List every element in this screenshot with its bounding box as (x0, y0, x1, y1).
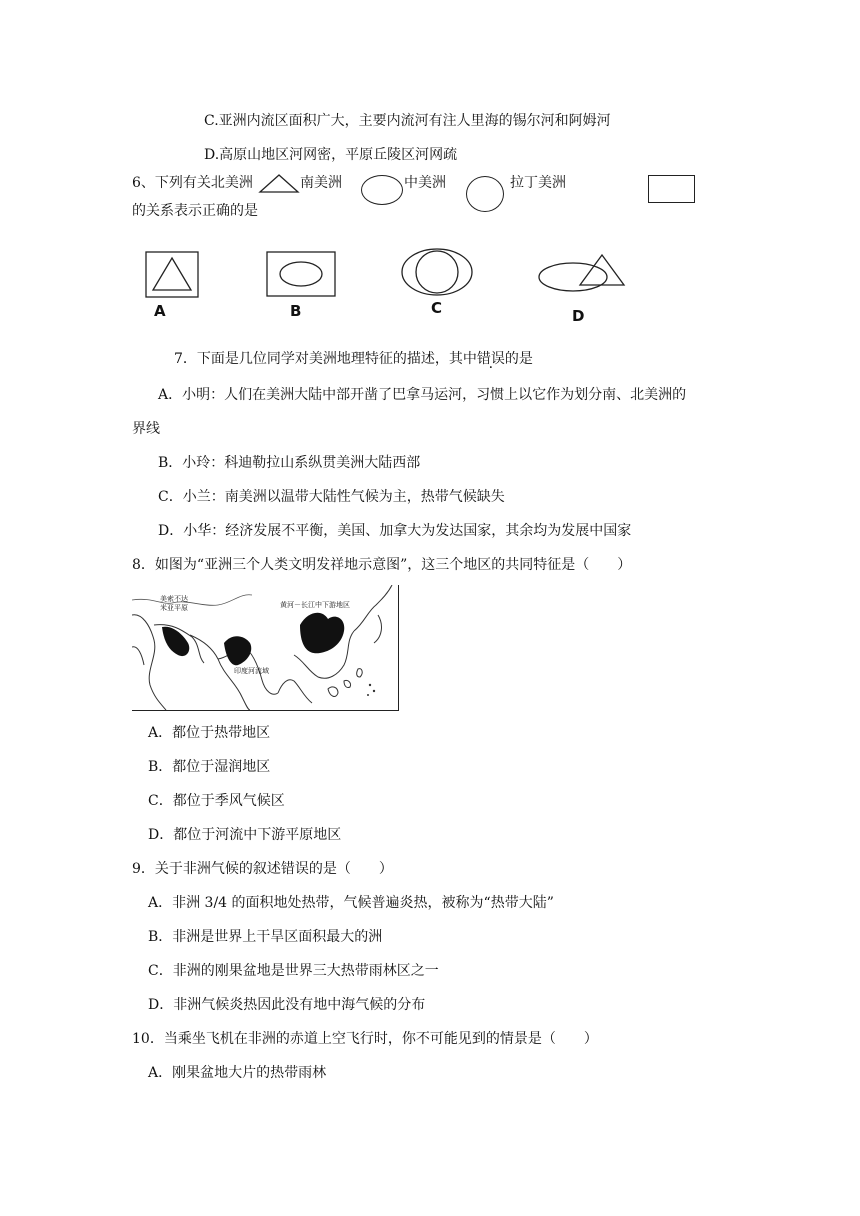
option-b-label: B (290, 302, 302, 320)
q9-option-b: B．非洲是世界上干旱区面积最大的洲 (148, 929, 383, 945)
option-d-label: D (572, 307, 585, 325)
q7-option-d: D．小华：经济发展不平衡，美国、加拿大为发达国家，其余均为发展中国家 (158, 523, 632, 539)
emphasis-word: 错误 (476, 351, 505, 367)
ellipse-south-america-icon (361, 175, 403, 205)
asia-civilizations-map (132, 585, 399, 711)
option-a-diagram (146, 252, 198, 297)
q6-stem-suffix: 的关系表示正确的是 (132, 203, 258, 219)
triangle-north-america-icon (258, 173, 300, 193)
q8-option-a: A．都位于热带地区 (148, 725, 271, 741)
rectangle-latin-america-icon (648, 175, 695, 203)
q8-option-d: D．都位于河流中下游平原地区 (148, 827, 342, 843)
q5-option-d: D.高原山地区河网密，平原丘陵区河网疏 (204, 147, 458, 163)
option-c-label: C (431, 299, 443, 317)
option-d-diagram (539, 255, 624, 291)
map-label-mesopotamia-1: 美索不达 (160, 595, 188, 603)
q8-option-c: C．都位于季风气候区 (148, 793, 285, 809)
option-b-diagram (267, 252, 335, 296)
q10-option-a: A．刚果盆地大片的热带雨林 (148, 1065, 327, 1081)
q5-option-c: C.亚洲内流区面积广大，主要内流河有注人里海的锡尔河和阿姆河 (204, 113, 611, 129)
q9-option-a: A．非洲 3/4 的面积地处热带，气候普遍炎热，被称为“热带大陆” (148, 895, 554, 911)
q9-option-c: C．非洲的刚果盆地是世界三大热带雨林区之一 (148, 963, 439, 979)
q10-stem: 10．当乘坐飞机在非洲的赤道上空飞行时，你不可能见到的情景是（ ） (132, 1031, 598, 1047)
q9-stem: 9．关于非洲气候的叙述错误的是（ ） (132, 861, 393, 877)
map-label-mesopotamia-2: 米亚平原 (160, 604, 188, 612)
q8-option-b: B．都位于湿润地区 (148, 759, 271, 775)
q6-stem-prefix: 6、下列有关北美洲 (132, 175, 253, 191)
circle-central-america-icon (466, 176, 504, 212)
q6-central-america-label: 中美洲 (404, 175, 446, 191)
option-a-label: A (154, 302, 166, 320)
q7-stem: 7．下面是几位同学对美洲地理特征的描述，其中错误的是 (174, 351, 533, 367)
q7-option-b: B．小玲：科迪勒拉山系纵贯美洲大陆西部 (158, 455, 421, 471)
q6-south-america-label: 南美洲 (300, 175, 342, 191)
q7-option-a-line1: A．小明：人们在美洲大陆中部开凿了巴拿马运河，习惯上以它作为划分南、北美洲的 (158, 387, 687, 403)
q7-option-c: C．小兰：南美洲以温带大陆性气候为主，热带气候缺失 (158, 489, 505, 505)
q8-stem: 8．如图为“亚洲三个人类文明发祥地示意图”，这三个地区的共同特征是（ ） (132, 557, 632, 573)
q6-latin-america-label: 拉丁美洲 (510, 175, 566, 191)
map-label-yellow-yangtze: 黄河－长江中下游地区 (280, 601, 350, 609)
map-label-indus: 印度河流域 (234, 667, 269, 675)
q9-option-d: D．非洲气候炎热因此没有地中海气候的分布 (148, 997, 426, 1013)
q7-option-a-line2: 界线 (132, 421, 160, 437)
option-c-diagram (402, 249, 472, 295)
